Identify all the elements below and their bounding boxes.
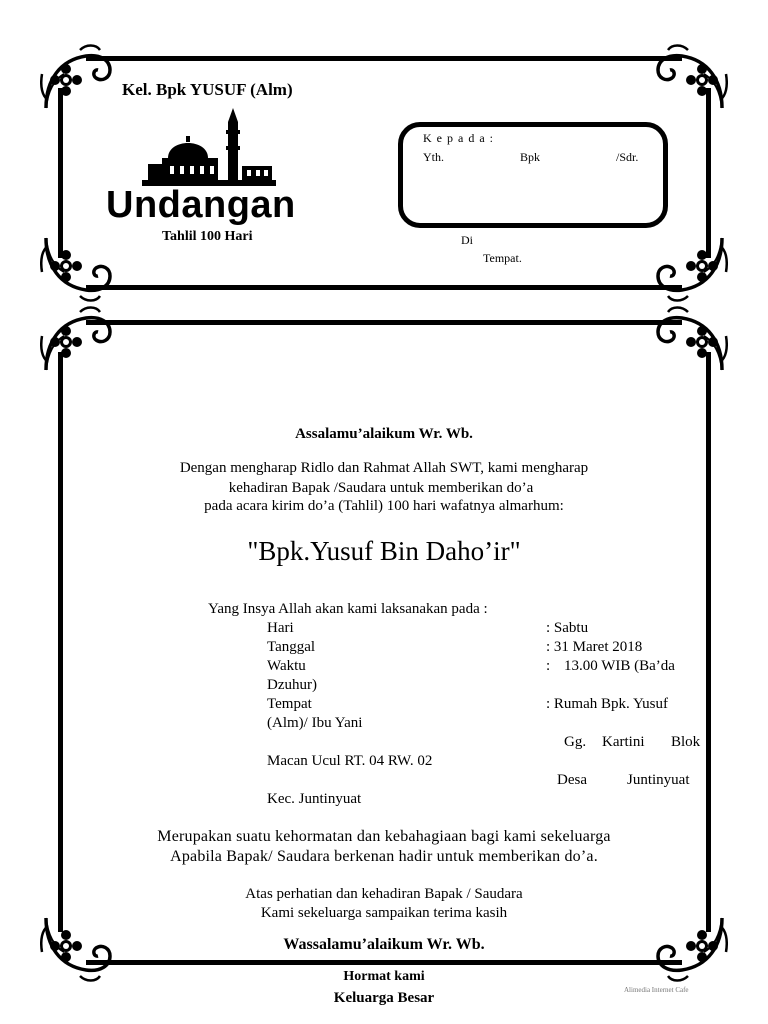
thanks-line-1: Atas perhatian dan kehadiran Bapak / Saudara <box>245 886 523 902</box>
watermark: Alimedia Internet Cafe <box>624 986 689 994</box>
corner-ornament-top-left-1 <box>40 40 114 114</box>
farewell: Wassalamu’alaikum Wr. Wb. <box>283 936 485 953</box>
intro-line-1: Dengan mengharap Ridlo dan Rahmat Allah SWT, kami mengharap <box>179 460 589 476</box>
family-name: Kel. Bpk YUSUF (Alm) <box>122 80 293 99</box>
hormat-kami: Hormat kami <box>343 970 425 984</box>
waktu-colon: : <box>546 658 551 674</box>
address-tempat: Tempat. <box>483 251 522 265</box>
address-di: Di <box>461 233 473 247</box>
address-line-1a: Gg. <box>564 734 587 750</box>
tanggal-value: : 31 Maret 2018 <box>546 639 643 655</box>
signature: Keluarga Besar <box>333 990 435 1006</box>
waktu-label: Waktu <box>267 658 306 674</box>
main-card-border-bottom <box>86 960 682 965</box>
top-card-border-top <box>86 56 682 61</box>
top-card-border-bottom <box>86 285 682 290</box>
hari-value: : Sabtu <box>546 620 589 636</box>
address-line-1b: Kartini <box>602 734 645 750</box>
tanggal-label: Tanggal <box>267 639 316 655</box>
waktu-cont: Dzuhur) <box>267 677 317 693</box>
address-kepada: K e p a d a : <box>423 131 494 145</box>
address-line-3a: Desa <box>557 772 587 788</box>
corner-ornament-bottom-left-1 <box>40 232 114 306</box>
intro-line-3: pada acara kirim do’a (Tahlil) 100 hari wafatnya almarhum: <box>204 498 564 514</box>
address-line-4: Kec. Juntinyuat <box>267 791 362 807</box>
corner-ornament-top-left-2 <box>40 302 114 376</box>
address-bpk: Bpk <box>520 150 541 164</box>
closing-line-1: Merupakan suatu kehormatan dan kebahagiaan bagi kami sekeluarga <box>157 828 611 845</box>
mosque-icon <box>142 108 276 190</box>
invitation-subtitle: Tahlil 100 Hari <box>162 229 253 244</box>
closing-line-2: Apabila Bapak/ Saudara berkenan hadir untuk memberikan do’a. <box>170 848 598 865</box>
address-line-1c: Blok <box>671 734 701 750</box>
tempat-value: : Rumah Bpk. Yusuf <box>546 696 668 712</box>
deceased-name: "Bpk.Yusuf Bin Daho’ir" <box>247 536 521 566</box>
thanks-line-2: Kami sekeluarga sampaikan terima kasih <box>260 905 508 921</box>
address-sdr: /Sdr. <box>616 150 639 164</box>
address-line-2: Macan Ucul RT. 04 RW. 02 <box>267 753 433 769</box>
invitation-title: Undangan <box>106 184 296 226</box>
waktu-value: 13.00 WIB (Ba’da <box>564 658 675 674</box>
main-card-border-top <box>86 320 682 325</box>
address-yth: Yth. <box>423 150 444 164</box>
tempat-label: Tempat <box>267 696 312 712</box>
corner-ornament-bottom-right-1 <box>654 232 728 306</box>
corner-ornament-top-right-1 <box>654 40 728 114</box>
hari-label: Hari <box>267 620 294 636</box>
corner-ornament-top-right-2 <box>654 302 728 376</box>
schedule-intro: Yang Insya Allah akan kami laksanakan pada : <box>208 601 488 617</box>
tempat-cont: (Alm)/ Ibu Yani <box>267 715 363 731</box>
greeting: Assalamu’alaikum Wr. Wb. <box>295 426 473 442</box>
intro-line-2: kehadiran Bapak /Saudara untuk memberikan do’a <box>228 480 534 496</box>
address-line-3b: Juntinyuat <box>627 772 690 788</box>
